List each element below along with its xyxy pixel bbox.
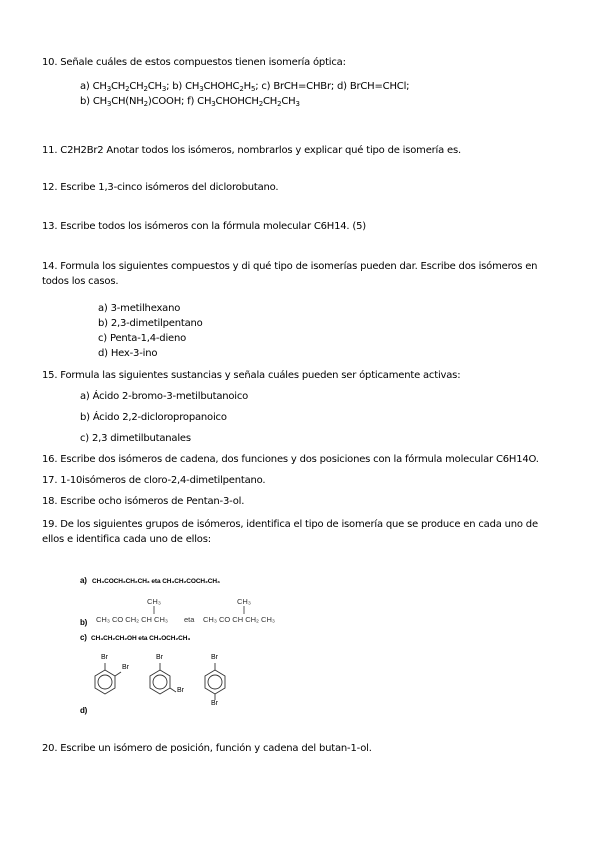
- q15-item-c: c) 2,3 dimetilbutanales: [80, 433, 191, 444]
- para-dibromobenzene: [205, 663, 225, 700]
- q19-a-formula: CH₃COCH₂CH₂CH₃ eta CH₃CH₂COCH₂CH₃: [92, 578, 220, 585]
- q19-b-left-formula: CH₃ CO CH₂ CH CH₃: [96, 615, 168, 624]
- q19-a-label: a): [80, 576, 87, 585]
- para-br-top: Br: [211, 654, 218, 661]
- q14-item-b: b) 2,3-dimetilpentano: [98, 318, 203, 329]
- q19-c-label: c): [80, 633, 87, 642]
- q19-b-eta: eta: [184, 615, 195, 624]
- q14-title: 14. Formula los siguientes compuestos y di qué tipo de isomerías pueden dar. Escribe dos isómeros en todos los casos.: [42, 261, 538, 287]
- q14-item-c: c) Penta-1,4-dieno: [98, 333, 187, 344]
- q19-title: 19. De los siguientes grupos de isómeros, identifica el tipo de isomería que se produce en cada uno de ellos e identifica cada uno de ellos:: [42, 519, 538, 545]
- q10-line1: a) $CH_3CH_2CH_2CH_3$; b) $CH_3CHOHC_2H_5$; c) BrCH=CHBr; d) BrCH=CHCl;: [80, 81, 410, 93]
- ortho-br-top: Br: [101, 654, 108, 661]
- q16: 16. Escribe dos isómeros de cadena, dos funciones y dos posiciones con la fórmula molecular C6H14O.: [42, 454, 539, 465]
- q18: 18. Escribe ocho isómeros de Pentan-3-ol.: [42, 496, 245, 507]
- q20: 20. Escribe un isómero de posición, función y cadena del butan-1-ol.: [42, 743, 372, 754]
- meta-br-top: Br: [156, 654, 163, 661]
- q19-b-methyl-right: CH₃: [237, 597, 251, 606]
- q11: 11. C2H2Br2 Anotar todos los isómeros, nombrarlos y explicar qué tipo de isomería es.: [42, 145, 461, 156]
- q15-item-b: b) Ácido 2,2-dicloropropanoico: [80, 412, 227, 423]
- q10-title: 10. Señale cuáles de estos compuestos tienen isomería óptica:: [42, 57, 346, 68]
- ortho-br-right: Br: [122, 664, 129, 671]
- q15-item-a: a) Ácido 2-bromo-3-metilbutanoico: [80, 391, 249, 402]
- ortho-dibromobenzene: [95, 663, 121, 694]
- q14-item-a: a) 3-metilhexano: [98, 303, 181, 314]
- para-br-bottom: Br: [211, 700, 218, 707]
- q13: 13. Escribe todos los isómeros con la fórmula molecular C6H14. (5): [42, 221, 366, 232]
- q15-title: 15. Formula las siguientes sustancias y señala cuáles pueden ser ópticamente activas:: [42, 370, 461, 381]
- q12: 12. Escribe 1,3-cinco isómeros del diclorobutano.: [42, 182, 279, 193]
- q19-b-right-formula: CH₃ CO CH CH₂ CH₃: [203, 615, 275, 624]
- q10-line2: b) $CH_3CH(NH_2)COOH$; f) $CH_3CHOHCH_2CH_2CH_3$: [80, 96, 300, 108]
- q19-c-formula: CH₃CH₂CH₂OH eta CH₃OCH₂CH₃: [91, 635, 191, 642]
- q19-b-label: b): [80, 618, 88, 627]
- q14-item-d: d) Hex-3-ino: [98, 348, 158, 359]
- q19-b-methyl-left: CH₃: [147, 597, 161, 606]
- q17: 17. 1-10isómeros de cloro-2,4-dimetilpentano.: [42, 475, 266, 486]
- meta-dibromobenzene: [150, 663, 176, 694]
- meta-br-right: Br: [177, 687, 184, 694]
- q19-d-label: d): [80, 706, 88, 715]
